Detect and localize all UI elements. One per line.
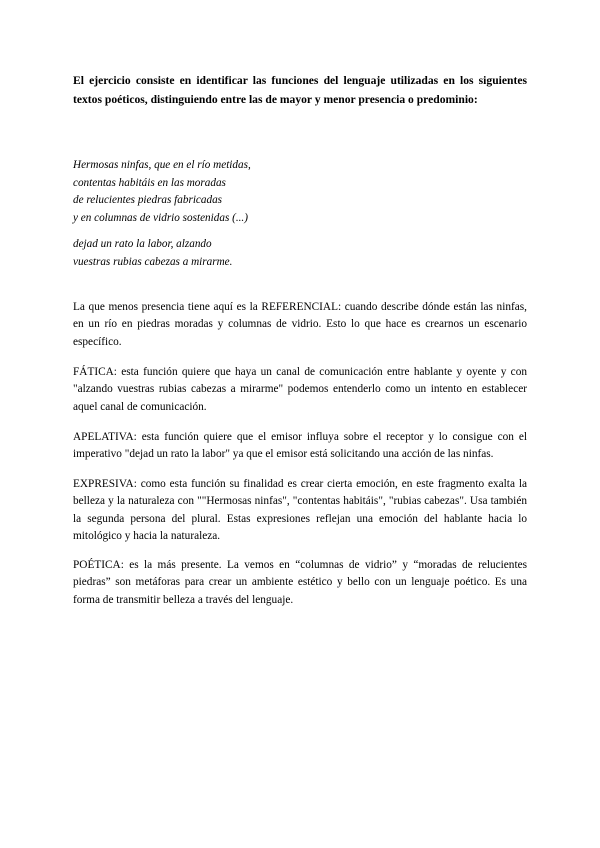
poem-stanza-2: [73, 236, 527, 271]
poem-line: contentas habitáis en las moradas: [73, 176, 226, 189]
function-label: La que menos presencia tiene aquí es la REFERENCIAL: [73, 301, 338, 313]
analysis-poetica: [73, 557, 527, 609]
poem-line: y en columnas de vidrio sostenidas (...): [73, 211, 248, 224]
poem-line: Hermosas ninfas, que en el río metidas,: [73, 159, 251, 171]
function-explanation: : como esta función su finalidad es crear cierta emoción, en este fragmento exalta la belleza y la naturaleza con ""Hermosas ninfas", "contentas habitáis", "rubias cabezas". Usa también la segunda persona del plural. Estas expresiones reflejan una emoción del hablante hacia lo mitológico y hacia la naturaleza.: [73, 478, 527, 543]
poem-line: vuestras rubias cabezas a mirarme.: [73, 255, 233, 268]
poem-stanza-1: [73, 157, 527, 227]
analysis-apelativa: [73, 429, 527, 464]
analysis-referencial: [73, 299, 527, 351]
analysis-fatica: [73, 364, 527, 416]
poem-line: de relucientes piedras fabricadas: [73, 194, 223, 206]
function-explanation: : cuando describe dónde están las ninfas, en un río en piedras moradas y columnas de vidrio. Esto lo que hace es crearnos un escenario específico.: [73, 301, 527, 348]
function-explanation: : esta función quiere que haya un canal de comunicación entre hablante y oyente y con "alzando vuestras rubias cabezas a mirarme" podemos entenderlo como un intento en establecer aquel canal de comunicación.: [73, 366, 527, 413]
function-label: FÁTICA: [73, 366, 114, 378]
function-label: APELATIVA: [73, 431, 134, 443]
function-explanation: : esta función quiere que el emisor influya sobre el receptor y lo consigue con el imperativo "dejad un rato la labor" ya que el emisor está solicitando una acción de las ninfas.: [73, 431, 527, 461]
exercise-instructions: El ejercicio consiste en identificar las funciones del lenguaje utilizadas en los siguientes textos poéticos, distinguiendo entre las de mayor y menor presencia o predominio:: [73, 74, 527, 106]
function-explanation: : es la más presente. La vemos en “columnas de vidrio” y “moradas de relucientes piedras” son metáforas para crear un ambiente estético y bello con un lenguaje poético. Es una forma de transmitir belleza a través del lenguaje.: [73, 559, 527, 606]
poem-line: dejad un rato la labor, alzando: [73, 238, 212, 250]
function-label: POÉTICA: [73, 559, 121, 571]
analysis-expresiva: [73, 476, 527, 546]
function-label: EXPRESIVA: [73, 478, 134, 490]
